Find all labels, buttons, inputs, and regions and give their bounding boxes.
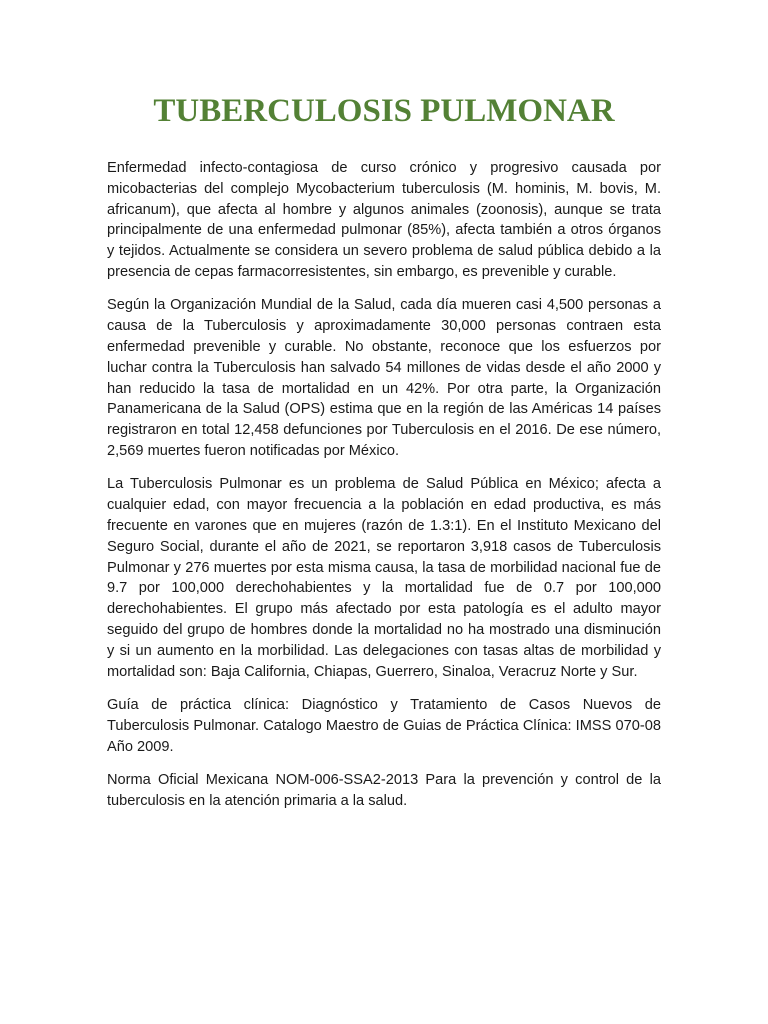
page-title: TUBERCULOSIS PULMONAR: [153, 93, 615, 129]
paragraph-mexico-statistics: La Tuberculosis Pulmonar es un problema de Salud Pública en México; afecta a cualquier edad, con mayor frecuencia a la población en edad productiva, es más frecuente en varones que en mujeres (razón de 1.3:1). En el Instituto Mexicano del Seguro Social, durante el año de 2021, se reportaron 3,918 casos de Tuberculosis Pulmonar y 276 muertes por esta misma causa, la tasa de morbilidad nacional fue de 9.7 por 100,000 derechohabientes y la mortalidad fue de 0.7 por 100,000 derechohabientes. El grupo más afectado por esta patología es el adulto mayor seguido del grupo de hombres donde la mortalidad no ha mostrado una disminución y si un aumento en la morbilidad. Las delegaciones con tasas altas de morbilidad y mortalidad son: Baja California, Chiapas, Guerrero, Sinaloa, Veracruz Norte y Sur.: [107, 476, 661, 680]
paragraph-reference-guide: Guía de práctica clínica: Diagnóstico y Tratamiento de Casos Nuevos de Tuberculosis Pulmonar. Catalogo Maestro de Guias de Práctica Clínica: IMSS 070-08 Año 2009.: [107, 696, 661, 755]
paragraph-definition: Enfermedad infecto-contagiosa de curso crónico y progresivo causada por micobacterias del complejo Mycobacterium tuberculosis (M. hominis, M. bovis, M. africanum), que afecta al hombre y algunos animales (zoonosis), aunque se trata principalmente de una enfermedad pulmonar (85%), afecta también a otros órganos y tejidos. Actualmente se considera un severo problema de salud pública debido a la presencia de cepas farmacorresistentes, sin embargo, es prevenible y curable.: [107, 160, 661, 280]
document-body: [107, 158, 661, 824]
paragraph-reference-norm: Norma Oficial Mexicana NOM-006-SSA2-2013 Para la prevención y control de la tuberculosis en la atención primaria a la salud.: [107, 771, 661, 809]
paragraph-oms-statistics: Según la Organización Mundial de la Salud, cada día mueren casi 4,500 personas a causa de la Tuberculosis y aproximadamente 30,000 personas contraen esta enfermedad prevenible y curable. No obstante, reconoce que los esfuerzos por luchar contra la Tuberculosis han salvado 54 millones de vidas desde el año 2000 y han reducido la tasa de mortalidad en un 42%. Por otra parte, la Organización Panamericana de la Salud (OPS) estima que en la región de las Américas 14 países registraron en total 12,458 defunciones por Tuberculosis en el 2016. De ese número, 2,569 muertes fueron notificadas por México.: [107, 297, 661, 459]
